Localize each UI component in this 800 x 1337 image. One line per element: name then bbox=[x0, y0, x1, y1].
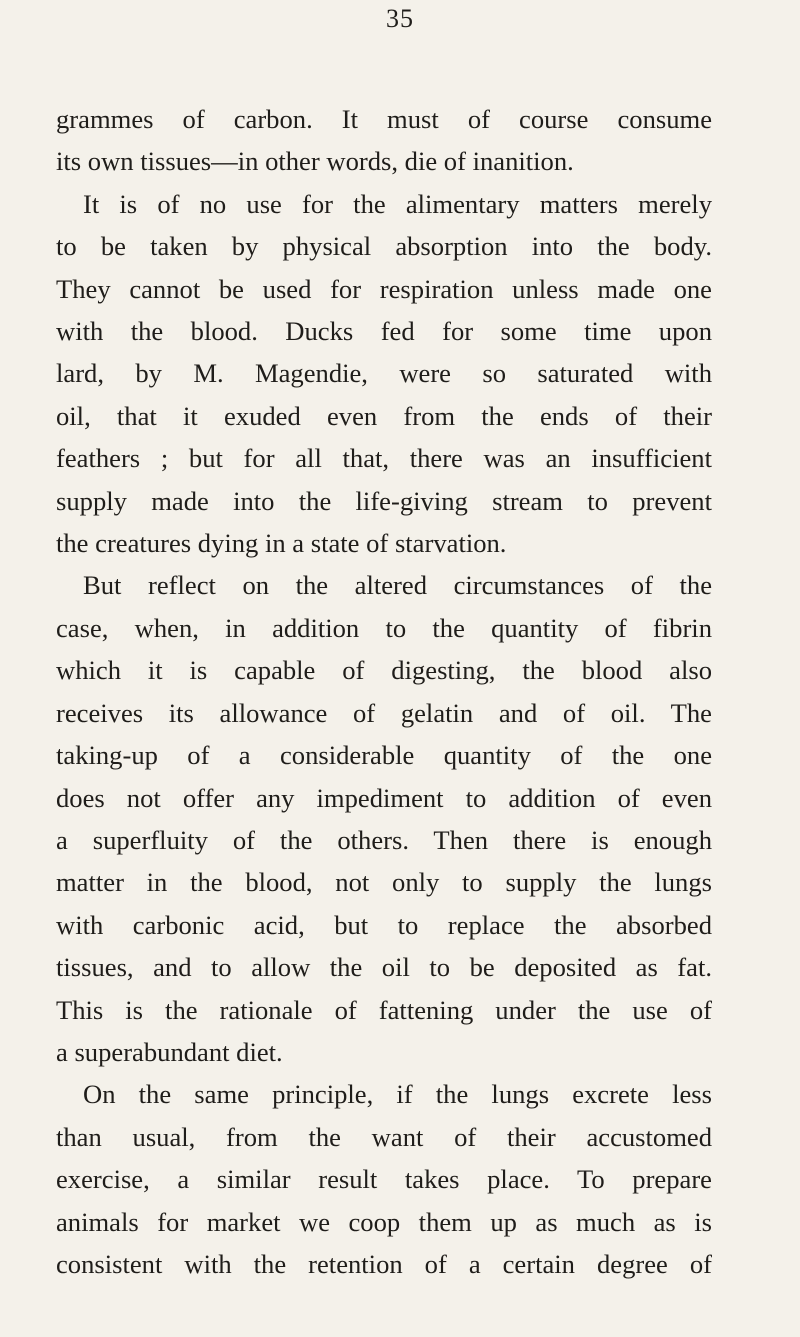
text-line: On the same principle, if the lungs excrete less bbox=[83, 1079, 712, 1110]
text-line: to be taken by physical absorption into the body. bbox=[56, 231, 712, 262]
text-line: with carbonic acid, but to replace the absorbed bbox=[56, 909, 712, 940]
text-line: feathers ; but for all that, there was an insufficient bbox=[56, 443, 712, 474]
text-line: tissues, and to allow the oil to be deposited as fat. bbox=[56, 952, 712, 983]
text-line: They cannot be used for respiration unless made one bbox=[56, 273, 712, 304]
text-line: its own tissues—in other words, die of inanition. bbox=[56, 146, 574, 177]
body-text bbox=[56, 98, 712, 1285]
text-line: lard, by M. Magendie, were so saturated with bbox=[56, 358, 712, 389]
text-line: This is the rationale of fattening under the use of bbox=[56, 994, 712, 1025]
text-line: receives its allowance of gelatin and of oil. The bbox=[56, 697, 712, 728]
text-line: But reflect on the altered circumstances of the bbox=[83, 570, 712, 601]
text-line: than usual, from the want of their accustomed bbox=[56, 1121, 712, 1152]
text-line: oil, that it exuded even from the ends of their bbox=[56, 400, 712, 431]
text-line: with the blood. Ducks fed for some time upon bbox=[56, 316, 712, 347]
text-line: matter in the blood, not only to supply the lungs bbox=[56, 867, 712, 898]
text-line: case, when, in addition to the quantity of fibrin bbox=[56, 612, 712, 643]
text-line: the creatures dying in a state of starvation. bbox=[56, 528, 507, 559]
text-line: taking-up of a considerable quantity of the one bbox=[56, 740, 712, 771]
text-line: a superfluity of the others. Then there is enough bbox=[56, 824, 712, 855]
text-line: grammes of carbon. It must of course consume bbox=[56, 104, 712, 134]
text-line: exercise, a similar result takes place. To prepare bbox=[56, 1164, 712, 1195]
text-line: animals for market we coop them up as much as is bbox=[56, 1206, 712, 1237]
text-line: It is of no use for the alimentary matters merely bbox=[83, 188, 712, 219]
text-line: which it is capable of digesting, the blood also bbox=[56, 655, 712, 686]
text-line: a superabundant diet. bbox=[56, 1036, 283, 1067]
text-line: does not offer any impediment to addition of even bbox=[56, 782, 712, 813]
text-line: supply made into the life-giving stream to prevent bbox=[56, 485, 712, 516]
text-line: consistent with the retention of a certain degree of bbox=[56, 1248, 712, 1279]
page-number: 35 bbox=[386, 4, 414, 33]
